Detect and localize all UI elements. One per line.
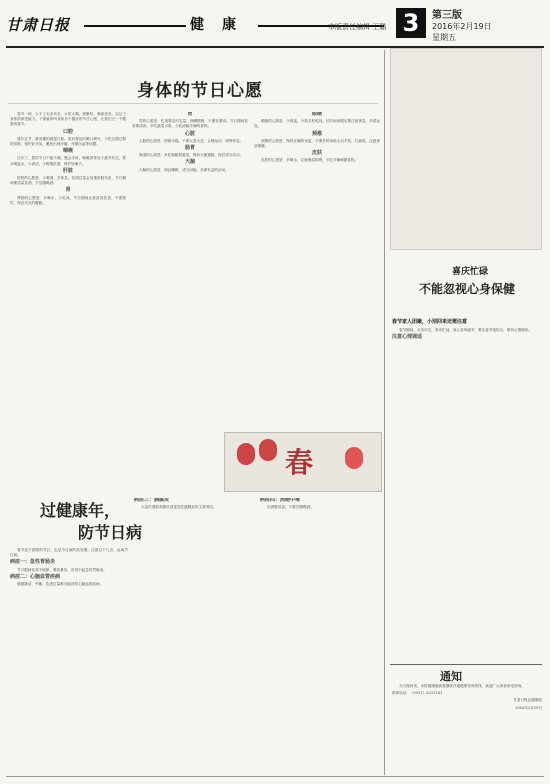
article2-headline-line1: 过健康年，: [40, 501, 121, 520]
notice-body: [392, 684, 542, 774]
right-column-text: [392, 328, 542, 658]
section-heading: 注意心理调适: [392, 334, 423, 341]
section-heading: 颈椎: [311, 130, 322, 137]
section-heading: 眼睛: [311, 112, 322, 117]
section-heading: 肝脏: [62, 167, 73, 174]
masthead: [0, 0, 550, 48]
newspaper-logo: 甘肃日报: [6, 16, 71, 34]
column-divider: [384, 50, 385, 775]
section-text: 肠道的心愿是：多吃粗粮和蔬菜，保持大便通畅，饭后适当活动。: [139, 153, 244, 158]
spring-festival-illustration: [224, 432, 382, 492]
chun-character: 春: [285, 446, 314, 479]
section-text: 眼睛的心愿是：少熬夜，少看手机电视。长时间用眼后要注意休息，多看远处。: [254, 119, 380, 129]
headline-rule: [8, 103, 378, 104]
section-heading: 皮肤: [311, 150, 322, 157]
right-column-headline: 不能忽视心身保健: [418, 282, 515, 296]
notice-org: 甘肃日报社健康版: [513, 698, 542, 703]
notice-text: 为方便读者，本报健康版面将继续开通健康咨询热线，欢迎广大读者来电咨询。: [399, 684, 525, 688]
edition-info: [432, 10, 492, 43]
page-number: 3: [396, 8, 426, 38]
notice-title: 通知: [440, 670, 462, 683]
section-heading: 肠胃: [184, 145, 195, 152]
article-column-2: [132, 112, 248, 422]
section-text: 颈椎的心愿是：保持正确的坐姿，不要长时间低头玩手机、打麻将，注意颈部保暖。: [254, 138, 380, 149]
section-heading: 肾: [65, 187, 71, 194]
section-heading: 口腔: [62, 128, 73, 135]
article2-column-3: [260, 498, 380, 773]
section-text: 肝脏的心愿是：少喝酒，多休息。饮酒过量会加重肝脏负担，节日期间要适量饮酒，不空腹喝酒。: [10, 176, 126, 186]
lantern-icon: [259, 439, 277, 461]
issue-date: 2016年2月19日: [432, 22, 492, 31]
section-heading: 胃: [187, 112, 193, 117]
section-title: 健康: [186, 14, 258, 34]
bottom-rule: [6, 776, 544, 777]
article2-headline-line2: 防节日病: [78, 523, 143, 542]
article2-column-2: [134, 498, 254, 773]
photo-placeholder: [390, 48, 542, 250]
section-text: 过年了，您的节日不能不减。聚会多时，咽喉常常处于疲劳状态，要多喝温水，少说话，少吸烟饮酒，保护好嗓子。: [10, 156, 126, 166]
section-text: 皮肤的心愿是：多喝水，注意保湿防晒，少吃辛辣刺激食物。: [261, 158, 359, 163]
lantern-icon: [345, 447, 363, 469]
section-heading: 病症三：胰腺炎: [134, 498, 170, 503]
section-heading: 病症四：酒精中毒: [260, 498, 301, 503]
right-column-kicker: 喜庆忙碌: [451, 267, 488, 277]
section-heading: 咽喉: [62, 148, 73, 155]
section-text: 大脑的心愿是：保证睡眠，适当用脑，多做有益的活动。: [139, 167, 229, 172]
section-text: 心脏的心愿是：情绪平稳，不要大喜大悲，合理运动，规律作息。: [139, 138, 244, 143]
section-heading: 心脏: [184, 130, 195, 137]
section-text: 情绪激动、劳累、饮酒过量都可能诱发心脑血管疾病。: [17, 582, 104, 587]
section-text: 饮酒要适量，不要空腹喝酒。: [267, 505, 314, 510]
section-heading: 病症一：急性胃肠炎: [10, 559, 56, 566]
right-column-body: 春节期间，走亲访友，喜庆忙碌，身心容易疲劳，要注意劳逸结合，保持心情愉快。: [399, 328, 532, 332]
section-heading: 病症二：心脑血管疾病: [10, 573, 61, 580]
article-intro: 春节一到，少不了走亲访友、大吃大喝。欢聚时，满桌美食，忘记了身体的承受能力。下面就听听身体各个器官的节日心愿，让我们过一个健康的春节。: [10, 112, 126, 127]
section-text: 肾脏的心愿是：多喝水，少吃咸。节日期间注意清淡饮食，不要憋尿，保证充足的睡眠。: [10, 195, 126, 205]
section-text: 逢年过节，最受累的就是口腔。饭后要及时漱口刷牙，少吃过甜过黏的食物，保护好牙齿，避免出现牙痛、牙龈出血等问题。: [10, 136, 126, 147]
edition-label: 第三版: [432, 10, 462, 21]
lantern-icon: [237, 443, 255, 465]
article-column-1: [10, 112, 126, 412]
article-column-3: [254, 112, 380, 422]
notice-rule: [390, 664, 542, 665]
section-text: 胃的心愿是：吃饭要定时定量，细嚼慢咽，不暴饮暴食。节日期间饮食要清淡，多吃蔬菜水果，少吃油腻辛辣的食物。: [132, 119, 248, 129]
notice-contact: 联系电话：（0931）8221181: [392, 691, 443, 696]
section-heading: 大脑: [184, 159, 195, 166]
right-column-subhead: 春节家人团聚，小别回来还需注意: [392, 319, 468, 325]
notice-date: 2016年2月19日: [515, 705, 542, 710]
section-text: 大量饮酒和高脂饮食是急性胰腺炎的主要诱因。: [141, 505, 217, 510]
section-text: 节日期间饮食不规律，暴饮暴食，容易引起急性胃肠炎。: [17, 567, 107, 572]
editor-credit: 本版責任编辑 王璐: [328, 23, 387, 31]
article-headline: 身体的节日心愿: [137, 81, 263, 101]
issue-weekday: 星期五: [432, 33, 456, 42]
article2-column-1: [10, 548, 128, 773]
article2-intro: 春节是个团圆的节日，也是节日病的高发期。注意以下几点，远离节日病。: [10, 548, 128, 558]
